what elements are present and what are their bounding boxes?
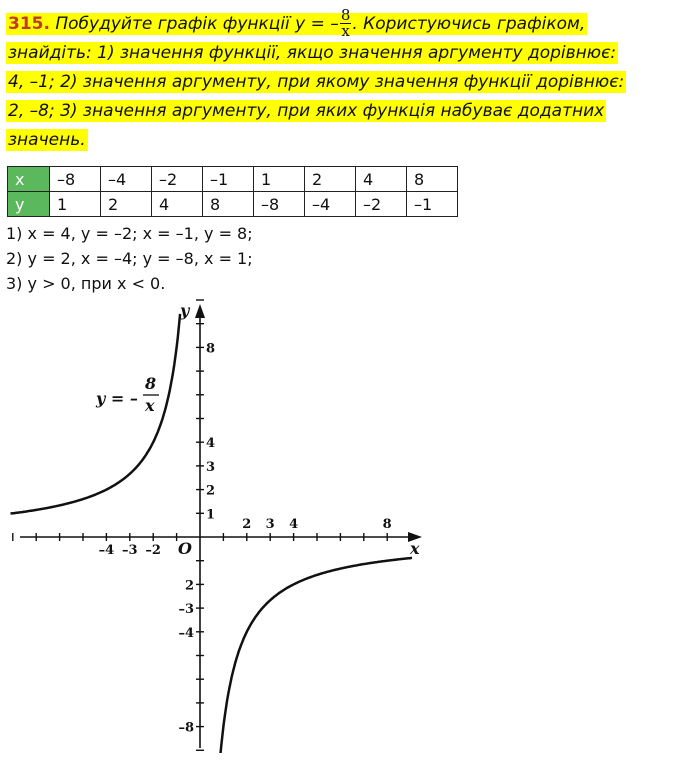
table-row-x (8, 167, 458, 192)
formula-label (95, 374, 159, 415)
table-cell: –1 (407, 192, 458, 217)
y-tick-label: –3 (178, 602, 194, 618)
table-cell: –4 (101, 167, 152, 192)
y-tick-label: 8 (206, 341, 216, 357)
x-tick-label: 3 (265, 517, 275, 532)
y-tick-label: 1 (206, 507, 216, 523)
table-cell: 4 (152, 192, 203, 217)
task-line-3: 4, –1; 2) значення аргументу, при якому значення функції дорівнює: (8, 72, 625, 92)
task-text-1: Побудуйте графік функції y = – (55, 13, 339, 34)
x-tick-label: –3 (122, 543, 138, 558)
hyperbola-branch-left (11, 314, 181, 514)
task-line-5: значень. (8, 130, 86, 150)
formula-lhs: y = – (96, 389, 138, 408)
table-cell: 1 (50, 192, 101, 217)
answer-1: 1) x = 4, y = –2; x = –1, y = 8; (6, 224, 253, 243)
y-tick-label: –4 (178, 625, 194, 641)
table-cell: –1 (203, 167, 254, 192)
values-table (7, 166, 458, 217)
task-line-1 (6, 6, 587, 40)
table-cell: 2 (101, 192, 152, 217)
x-tick-label: –2 (145, 543, 161, 558)
y-tick-label: 3 (206, 459, 216, 475)
x-tick-label: 2 (242, 517, 252, 532)
y-tick-label: 2 (206, 483, 216, 499)
task-number: 315. (8, 13, 50, 34)
x-tick-label: 8 (382, 517, 392, 532)
y-tick-label: 4 (206, 436, 216, 452)
answer-3: 3) y > 0, при x < 0. (6, 274, 166, 293)
table-cell: 1 (254, 167, 305, 192)
task-line-2: знайдіть: 1) значення функції, якщо значення аргументу дорівнює: (8, 43, 617, 63)
ticks (13, 300, 411, 750)
fraction-denominator: x (341, 22, 350, 40)
origin-label: O (178, 539, 192, 558)
table-header-y: y (8, 192, 50, 217)
table-cell: 4 (356, 167, 407, 192)
x-tick-label: 4 (289, 517, 299, 532)
task-fraction (340, 8, 352, 39)
x-axis-label: x (410, 539, 420, 558)
table-cell: 2 (305, 167, 356, 192)
table-cell: –8 (254, 192, 305, 217)
table-header-x: x (8, 167, 50, 192)
formula-denominator: x (145, 396, 155, 415)
table-cell: –2 (356, 192, 407, 217)
answer-2: 2) y = 2, x = –4; y = –8, x = 1; (6, 249, 253, 268)
hyperbola-graph (0, 298, 440, 753)
table-row-y (8, 192, 458, 217)
table-cell: 8 (407, 167, 458, 192)
formula-numerator: 8 (145, 374, 157, 393)
tick-labels (99, 341, 392, 735)
y-axis-arrow (195, 304, 205, 318)
task-text-1-end: . Користуючись графіком, (352, 13, 586, 34)
y-axis-label: y (180, 301, 190, 320)
table-cell: –8 (50, 167, 101, 192)
x-tick-label: –4 (98, 543, 115, 558)
table-cell: 8 (203, 192, 254, 217)
table-cell: –4 (305, 192, 356, 217)
hyperbola-branch-right (220, 558, 412, 753)
task-statement (6, 8, 690, 155)
task-line-4: 2, –8; 3) значення аргументу, при яких функція набуває додатних (8, 101, 605, 121)
y-tick-label: 2 (184, 578, 194, 594)
axes (20, 304, 422, 748)
table-cell: –2 (152, 167, 203, 192)
y-tick-label: –8 (178, 720, 194, 736)
answers (6, 221, 253, 296)
fraction-numerator: 8 (340, 6, 351, 24)
